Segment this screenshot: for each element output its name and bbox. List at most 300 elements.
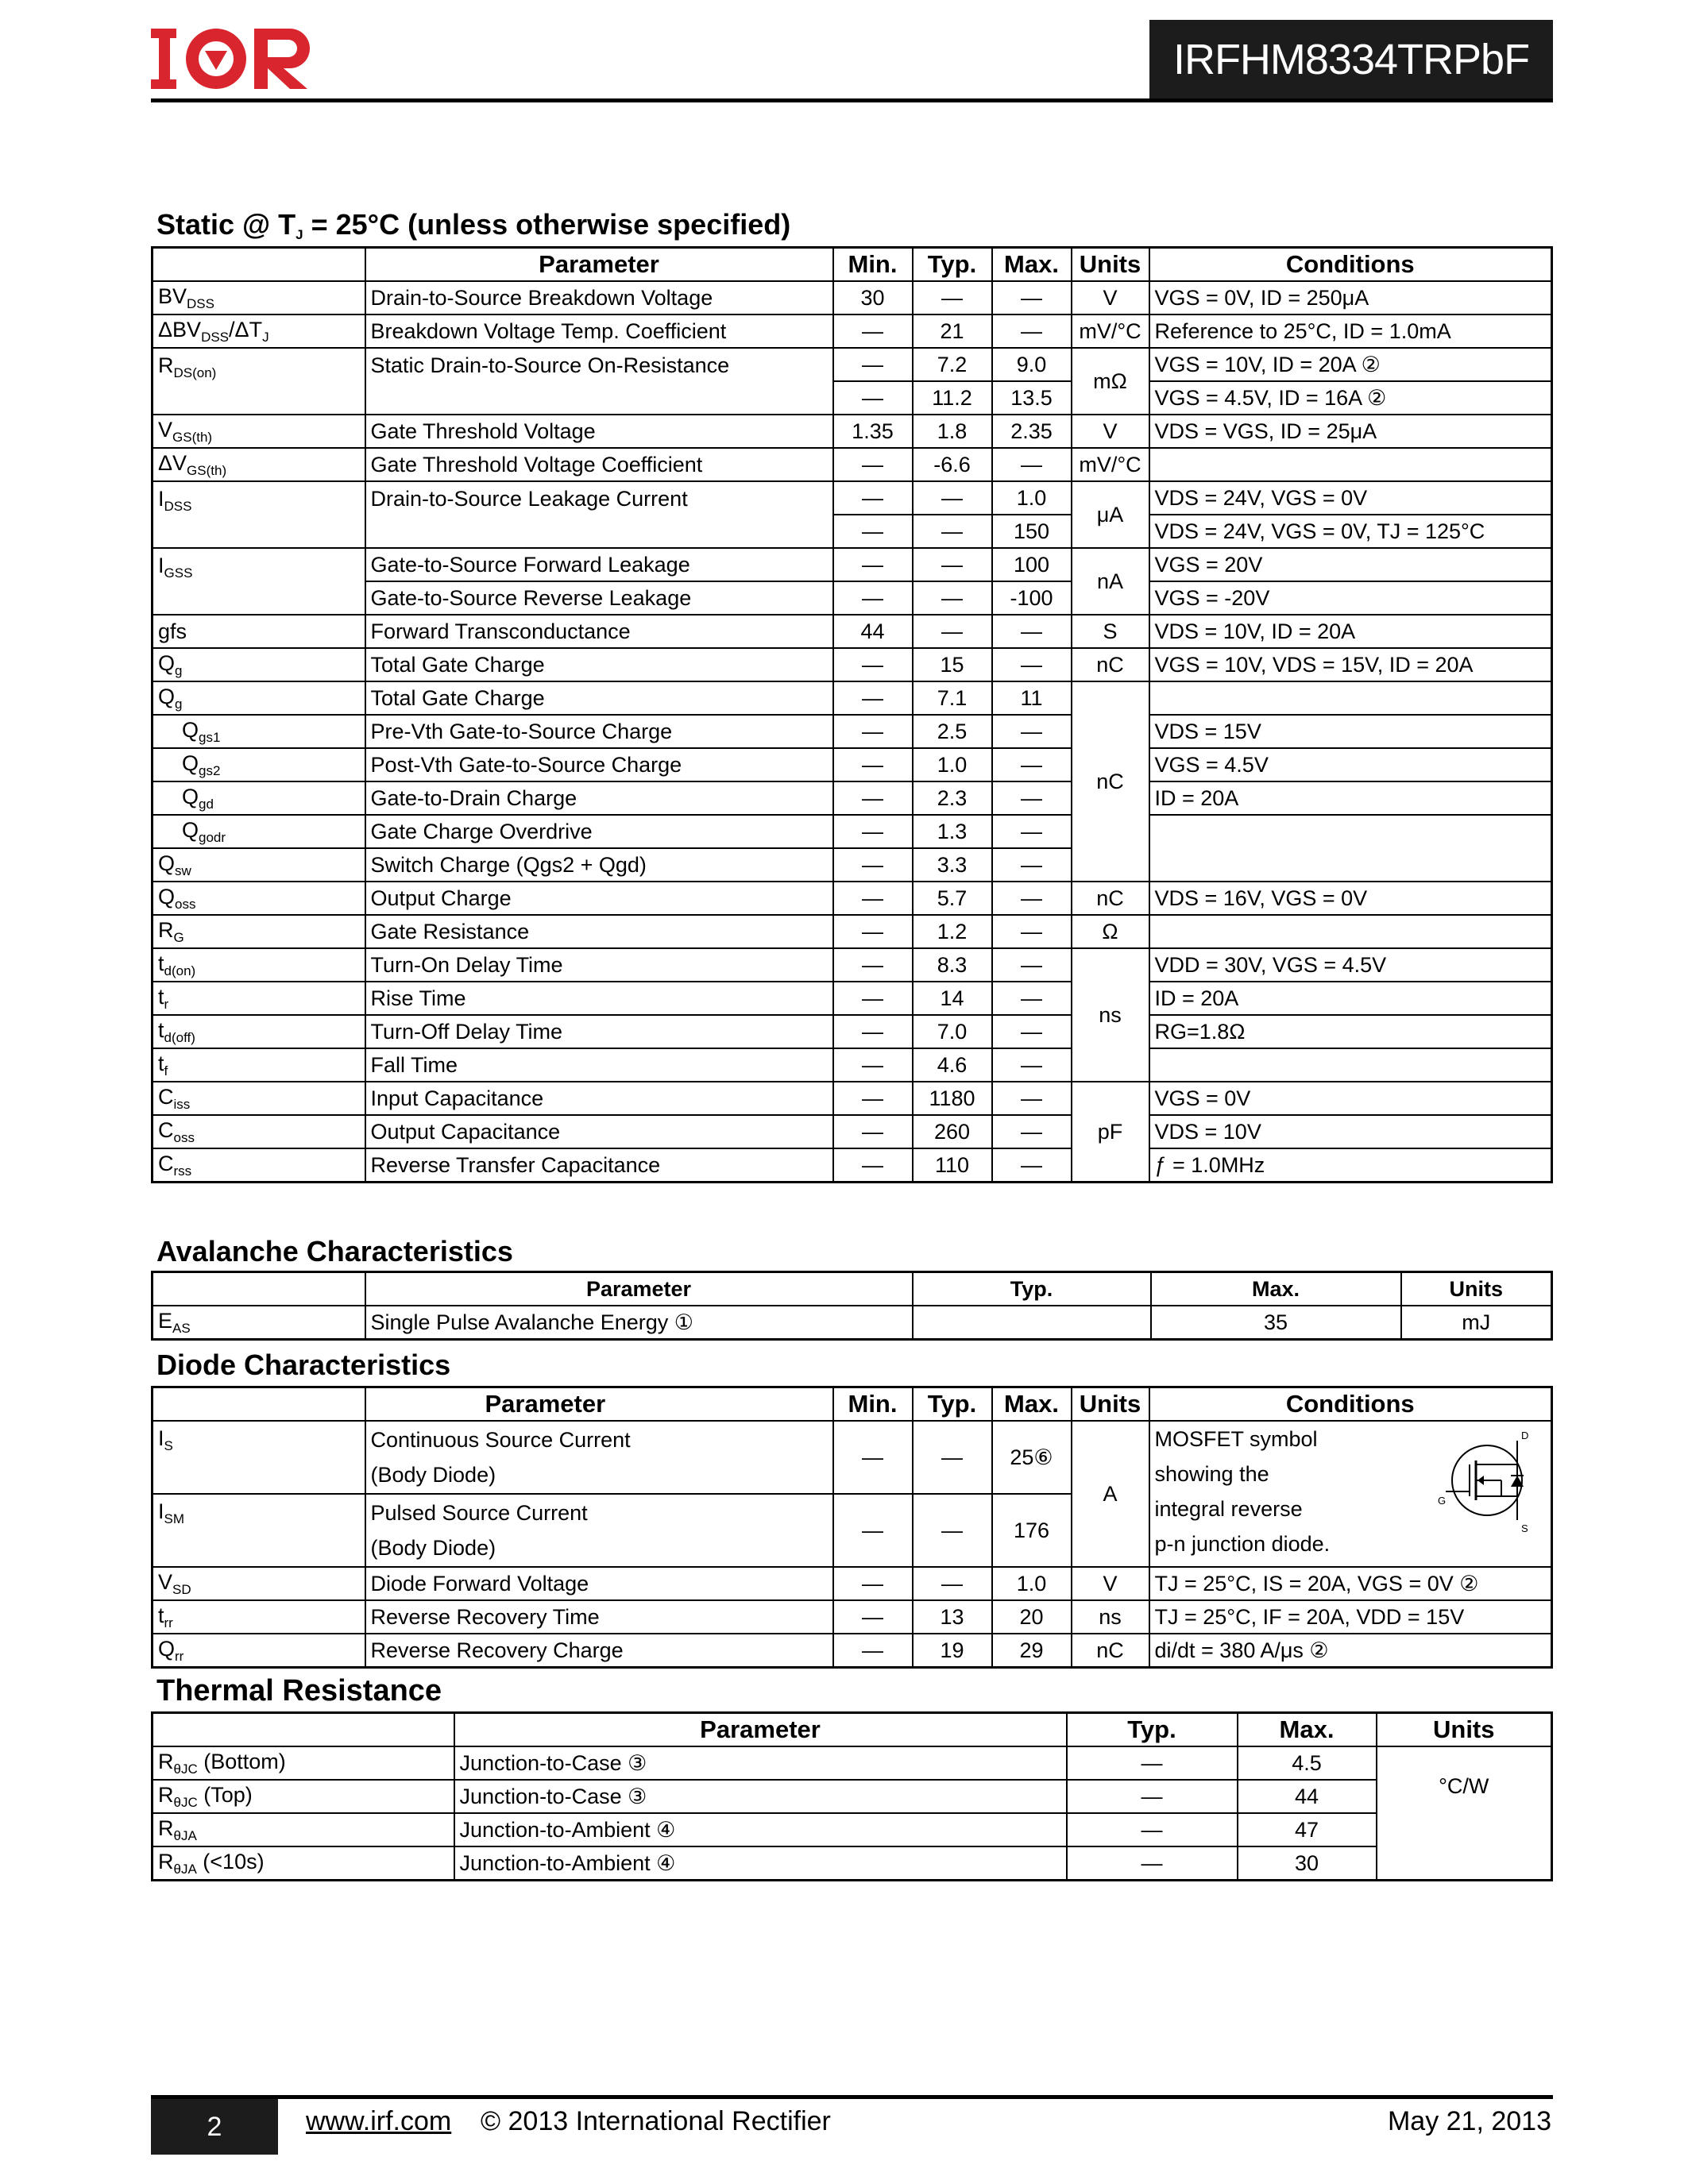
conditions-cell: TJ = 25°C, IS = 20A, VGS = 0V ② [1149,1567,1552,1600]
typ-cell: 2.5 [913,715,992,748]
min-cell: — [833,1494,913,1567]
units-cell: V [1072,281,1149,314]
symbol-cell: $Q_g$ [153,648,365,681]
header-typ: Typ. [913,1272,1151,1306]
table-row [153,648,1552,681]
symbol-cell: $Q_{godr}$ [153,815,365,848]
conditions-cell: TJ = 25°C, IF = 20A, VDD = 15V [1149,1600,1552,1634]
max-cell: — [992,648,1072,681]
max-cell: — [992,781,1072,815]
table-row [153,1115,1552,1148]
min-cell: — [833,715,913,748]
table-row [153,781,1552,815]
symbol-cell: $Q_{rr}$ [153,1634,365,1668]
symbol-cell: $C_{rss}$ [153,1148,365,1183]
page-number: 2 [151,2099,278,2155]
symbol-cell: $R_G$ [153,915,365,948]
units-cell: nC [1072,1634,1149,1668]
avalanche-table [151,1271,1553,1341]
typ-cell: 7.1 [913,681,992,715]
conditions-cell: VDS = 10V [1149,1115,1552,1148]
gate-label: G [1438,1495,1447,1507]
conditions-cell: MOSFET symbol showing the integral reverse p-n junction diode. D G S [1149,1421,1552,1567]
header-typ: Typ. [1067,1713,1238,1747]
typ-cell: 1.0 [913,748,992,781]
parameter-cell: Output Capacitance [365,1115,833,1148]
typ-cell: — [913,281,992,314]
conditions-cell: VGS = 10V, ID = 20A ② [1149,348,1552,381]
typ-cell: 1180 [913,1082,992,1115]
header-conditions: Conditions [1149,1387,1552,1422]
table-header-row [153,248,1552,282]
typ-cell: — [913,1494,992,1567]
header-symbol [153,1387,365,1422]
symbol-cell: $E_{AS}$ [153,1306,365,1340]
typ-cell: 11.2 [913,381,992,415]
parameter-cell: Reverse Recovery Time [365,1600,833,1634]
header-min: Min. [833,248,913,282]
max-cell: — [992,1115,1072,1148]
min-cell: — [833,648,913,681]
table-row [153,1015,1552,1048]
parameter-cell: Junction-to-Ambient ④ [454,1813,1067,1846]
max-cell: — [992,982,1072,1015]
table-row [153,1148,1552,1183]
min-cell: — [833,1048,913,1082]
parameter-cell: Pre-Vth Gate-to-Source Charge [365,715,833,748]
max-cell: 30 [1238,1846,1377,1881]
parameter-cell: Junction-to-Case ③ [454,1780,1067,1813]
max-cell: — [992,715,1072,748]
diode-section-title: Diode Characteristics [156,1349,451,1381]
table-row [153,1813,1552,1846]
units-cell: nA [1072,548,1149,615]
max-cell: 11 [992,681,1072,715]
typ-cell: 4.6 [913,1048,992,1082]
table-row [153,1567,1552,1600]
parameter-cell: Gate-to-Source Reverse Leakage [365,581,833,615]
units-cell: pF [1072,1082,1149,1183]
typ-cell: 1.8 [913,415,992,448]
typ-cell: — [913,1567,992,1600]
max-cell: 25⑥ [992,1421,1072,1494]
max-cell: 47 [1238,1813,1377,1846]
part-number: IRFHM8334TRPbF [1149,20,1553,99]
typ-cell: 21 [913,314,992,348]
table-row [153,548,1552,581]
table-row [153,1082,1552,1115]
conditions-cell [1149,1048,1552,1082]
min-cell: — [833,982,913,1015]
typ-cell: — [913,481,992,515]
max-cell: — [992,882,1072,915]
table-row [153,748,1552,781]
conditions-cell: VDS = 24V, VGS = 0V [1149,481,1552,515]
max-cell: — [992,748,1072,781]
footer-divider [151,2095,1553,2099]
table-row [153,481,1552,515]
max-cell: — [992,1015,1072,1048]
table-row [153,1780,1552,1813]
min-cell: — [833,1115,913,1148]
symbol-cell: $I_S$ [153,1421,365,1494]
conditions-cell: ƒ = 1.0MHz [1149,1148,1552,1183]
units-cell: mΩ [1072,348,1149,415]
typ-cell: 13 [913,1600,992,1634]
typ-cell: — [1067,1813,1238,1846]
static-section-title: Static @ $T_J = 25^\circ C$ (unless otherwise specified) [156,208,791,242]
min-cell: — [833,748,913,781]
parameter-cell: Single Pulse Avalanche Energy ① [365,1306,913,1340]
typ-cell: — [913,1421,992,1494]
min-cell: — [833,1634,913,1668]
symbol-cell: $t_{rr}$ [153,1600,365,1634]
mosfet-symbol-icon [1438,1425,1541,1536]
conditions-cell: Reference to 25°C, ID = 1.0mA [1149,314,1552,348]
table-row [153,348,1552,381]
parameter-cell: Gate Charge Overdrive [365,815,833,848]
conditions-cell: ID = 20A [1149,982,1552,1015]
conditions-cell: VGS = 0V, ID = 250μA [1149,281,1552,314]
conditions-cell: VGS = 10V, VDS = 15V, ID = 20A [1149,648,1552,681]
parameter-cell: Junction-to-Ambient ④ [454,1846,1067,1881]
min-cell: — [833,915,913,948]
typ-cell: 1.2 [913,915,992,948]
min-cell: 1.35 [833,415,913,448]
table-header-row [153,1713,1552,1747]
symbol-cell: $t_{d(on)}$ [153,948,365,982]
static-table [151,246,1553,1183]
symbol-cell: $R_{\theta JC}$ (Bottom) [153,1746,454,1780]
units-cell: mJ [1401,1306,1552,1340]
table-row [153,882,1552,915]
source-label: S [1521,1522,1528,1534]
typ-cell: 260 [913,1115,992,1148]
table-header-row [153,1387,1552,1422]
symbol-cell: $\Delta BV_{DSS}/\Delta T_J$ [153,314,365,348]
typ-cell: — [1067,1780,1238,1813]
parameter-cell: Breakdown Voltage Temp. Coefficient [365,314,833,348]
document-date: May 21, 2013 [1387,2106,1551,2136]
max-cell: — [992,281,1072,314]
max-cell: 9.0 [992,348,1072,381]
conditions-cell: VDS = 24V, VGS = 0V, TJ = 125°C [1149,515,1552,548]
symbol-cell: $\Delta V_{GS(th)}$ [153,448,365,481]
table-row [153,1634,1552,1668]
typ-cell: 5.7 [913,882,992,915]
max-cell: 150 [992,515,1072,548]
typ-cell: 19 [913,1634,992,1668]
max-cell: — [992,815,1072,848]
parameter-cell: Drain-to-Source Leakage Current [365,481,833,548]
parameter-cell: Continuous Source Current (Body Diode) [365,1421,833,1494]
conditions-cell: RG=1.8Ω [1149,1015,1552,1048]
parameter-cell: Static Drain-to-Source On-Resistance [365,348,833,415]
units-cell: μA [1072,481,1149,548]
table-row [153,281,1552,314]
header-parameter: Parameter [454,1713,1067,1747]
max-cell: — [992,915,1072,948]
table-row [153,982,1552,1015]
max-cell: — [992,948,1072,982]
max-cell: -100 [992,581,1072,615]
conditions-cell: VDS = 16V, VGS = 0V [1149,882,1552,915]
max-cell: — [992,1148,1072,1183]
conditions-cell: VGS = 4.5V, ID = 16A ② [1149,381,1552,415]
min-cell: 30 [833,281,913,314]
min-cell: — [833,848,913,882]
conditions-cell: VDS = 15V [1149,715,1552,748]
min-cell: — [833,348,913,381]
header-max: Max. [992,1387,1072,1422]
table-row [153,915,1552,948]
header-symbol [153,1272,365,1306]
conditions-cell: VDS = VGS, ID = 25μA [1149,415,1552,448]
conditions-cell: VDS = 10V, ID = 20A [1149,615,1552,648]
min-cell: — [833,1082,913,1115]
units-cell: nC [1072,648,1149,681]
symbol-cell: $R_{\theta JA}$ (<10s) [153,1846,454,1881]
symbol-cell: $R_{\theta JC}$ (Top) [153,1780,454,1813]
min-cell: — [833,815,913,848]
symbol-cell: $C_{oss}$ [153,1115,365,1148]
copyright-text: © 2013 International Rectifier [481,2106,831,2136]
max-cell: 1.0 [992,481,1072,515]
parameter-cell: Fall Time [365,1048,833,1082]
parameter-cell: Drain-to-Source Breakdown Voltage [365,281,833,314]
max-cell: — [992,1082,1072,1115]
symbol-cell: $I_{SM}$ [153,1494,365,1567]
conditions-cell [1149,448,1552,481]
parameter-cell: Total Gate Charge [365,648,833,681]
symbol-cell: $BV_{DSS}$ [153,281,365,314]
units-cell: mV/°C [1072,314,1149,348]
conditions-cell: VGS = 20V [1149,548,1552,581]
typ-cell: 3.3 [913,848,992,882]
units-cell: ns [1072,948,1149,1082]
min-cell: — [833,381,913,415]
max-cell: 100 [992,548,1072,581]
units-cell: V [1072,1567,1149,1600]
max-cell: — [992,615,1072,648]
min-cell: — [833,481,913,515]
header-units: Units [1377,1713,1552,1747]
symbol-cell: $Q_{sw}$ [153,848,365,882]
symbol-cell: $V_{SD}$ [153,1567,365,1600]
max-cell: 13.5 [992,381,1072,415]
symbol-cell: $I_{GSS}$ [153,548,365,615]
table-row [153,615,1552,648]
typ-cell: 14 [913,982,992,1015]
table-row [153,715,1552,748]
header-divider [151,98,1553,102]
typ-cell: — [913,581,992,615]
header-conditions: Conditions [1149,248,1552,282]
min-cell: 44 [833,615,913,648]
website-link[interactable]: www.irf.com [306,2106,452,2136]
typ-cell: — [913,548,992,581]
max-cell: 44 [1238,1780,1377,1813]
conditions-cell [1149,681,1552,715]
header-max: Max. [1238,1713,1377,1747]
min-cell: — [833,515,913,548]
symbol-cell: $Q_{oss}$ [153,882,365,915]
header-units: Units [1401,1272,1552,1306]
header-max: Max. [992,248,1072,282]
units-cell: V [1072,415,1149,448]
header-parameter: Parameter [365,1272,913,1306]
table-row [153,948,1552,982]
parameter-cell: Input Capacitance [365,1082,833,1115]
min-cell: — [833,948,913,982]
min-cell: — [833,1567,913,1600]
symbol-cell: $t_{d(off)}$ [153,1015,365,1048]
parameter-cell: Diode Forward Voltage [365,1567,833,1600]
parameter-cell: Gate-to-Source Forward Leakage [365,548,833,581]
header-symbol [153,1713,454,1747]
header-min: Min. [833,1387,913,1422]
diode-table [151,1386,1553,1669]
max-cell: 1.0 [992,1567,1072,1600]
max-cell: 2.35 [992,415,1072,448]
max-cell: 20 [992,1600,1072,1634]
symbol-cell: $R_{DS(on)}$ [153,348,365,415]
min-cell: — [833,882,913,915]
units-cell: S [1072,615,1149,648]
header-parameter: Parameter [365,1387,833,1422]
conditions-cell: VDD = 30V, VGS = 4.5V [1149,948,1552,982]
header-typ: Typ. [913,248,992,282]
avalanche-section-title: Avalanche Characteristics [156,1235,513,1268]
max-cell: 4.5 [1238,1746,1377,1780]
units-cell: mV/°C [1072,448,1149,481]
symbol-cell: $Q_{gs2}$ [153,748,365,781]
parameter-cell: Reverse Transfer Capacitance [365,1148,833,1183]
conditions-cell: VGS = 4.5V [1149,748,1552,781]
parameter-cell: Gate Resistance [365,915,833,948]
conditions-cell [1149,915,1552,948]
min-cell: — [833,781,913,815]
header-typ: Typ. [913,1387,992,1422]
parameter-cell: Switch Charge (Qgs2 + Qgd) [365,848,833,882]
min-cell: — [833,1600,913,1634]
min-cell: — [833,681,913,715]
header-parameter: Parameter [365,248,833,282]
conditions-cell: di/dt = 380 A/μs ② [1149,1634,1552,1668]
symbol-cell: $t_f$ [153,1048,365,1082]
table-row [153,681,1552,715]
min-cell: — [833,1015,913,1048]
units-cell: °C/W [1377,1746,1552,1881]
ior-logo [151,22,322,95]
parameter-cell: Gate Threshold Voltage [365,415,833,448]
typ-cell: — [913,615,992,648]
table-row [153,815,1552,848]
conditions-cell: VGS = 0V [1149,1082,1552,1115]
min-cell: — [833,1148,913,1183]
typ-cell [913,1306,1151,1340]
static-rows [153,281,1552,1183]
conditions-cell: ID = 20A [1149,781,1552,815]
typ-cell: 1.3 [913,815,992,848]
table-row [153,1306,1552,1340]
header-max: Max. [1151,1272,1401,1306]
symbol-cell: $Q_{gd}$ [153,781,365,815]
typ-cell: -6.6 [913,448,992,481]
parameter-cell: Turn-On Delay Time [365,948,833,982]
symbol-cell: $Q_{gs1}$ [153,715,365,748]
thermal-section-title: Thermal Resistance [156,1674,442,1707]
parameter-cell: Post-Vth Gate-to-Source Charge [365,748,833,781]
min-cell: — [833,581,913,615]
table-header-row [153,1272,1552,1306]
max-cell: — [992,314,1072,348]
parameter-cell: Output Charge [365,882,833,915]
typ-cell: — [1067,1846,1238,1881]
max-cell: — [992,1048,1072,1082]
symbol-cell: $Q_g$ [153,681,365,715]
drain-label: D [1521,1430,1529,1441]
parameter-cell: Total Gate Charge [365,681,833,715]
max-cell: 35 [1151,1306,1401,1340]
units-cell: Ω [1072,915,1149,948]
typ-cell: — [913,515,992,548]
table-row [153,415,1552,448]
typ-cell: 2.3 [913,781,992,815]
header-units: Units [1072,1387,1149,1422]
min-cell: — [833,1421,913,1494]
symbol-cell: $R_{\theta JA}$ [153,1813,454,1846]
typ-cell: — [1067,1746,1238,1780]
table-row [153,1746,1552,1780]
conditions-cell: VGS = -20V [1149,581,1552,615]
symbol-cell: $I_{DSS}$ [153,481,365,548]
max-cell: 176 [992,1494,1072,1567]
table-row [153,1600,1552,1634]
table-row [153,314,1552,348]
units-cell: ns [1072,1600,1149,1634]
table-row [153,1048,1552,1082]
symbol-cell: $V_{GS(th)}$ [153,415,365,448]
units-cell: nC [1072,882,1149,915]
max-cell: — [992,448,1072,481]
typ-cell: 15 [913,648,992,681]
typ-cell: 7.2 [913,348,992,381]
parameter-cell: Pulsed Source Current (Body Diode) [365,1494,833,1567]
min-cell: — [833,448,913,481]
parameter-cell: Junction-to-Case ③ [454,1746,1067,1780]
parameter-cell: Turn-Off Delay Time [365,1015,833,1048]
conditions-cell [1149,815,1552,882]
typ-cell: 8.3 [913,948,992,982]
parameter-cell: Gate Threshold Voltage Coefficient [365,448,833,481]
parameter-cell: Forward Transconductance [365,615,833,648]
units-cell: A [1072,1421,1149,1567]
symbol-cell: gfs [153,615,365,648]
typ-cell: 110 [913,1148,992,1183]
header-units: Units [1072,248,1149,282]
symbol-cell: $t_r$ [153,982,365,1015]
table-row [153,1846,1552,1881]
max-cell: 29 [992,1634,1072,1668]
min-cell: — [833,314,913,348]
parameter-cell: Reverse Recovery Charge [365,1634,833,1668]
header-symbol [153,248,365,282]
max-cell: — [992,848,1072,882]
thermal-table [151,1711,1553,1881]
table-row [153,448,1552,481]
parameter-cell: Rise Time [365,982,833,1015]
